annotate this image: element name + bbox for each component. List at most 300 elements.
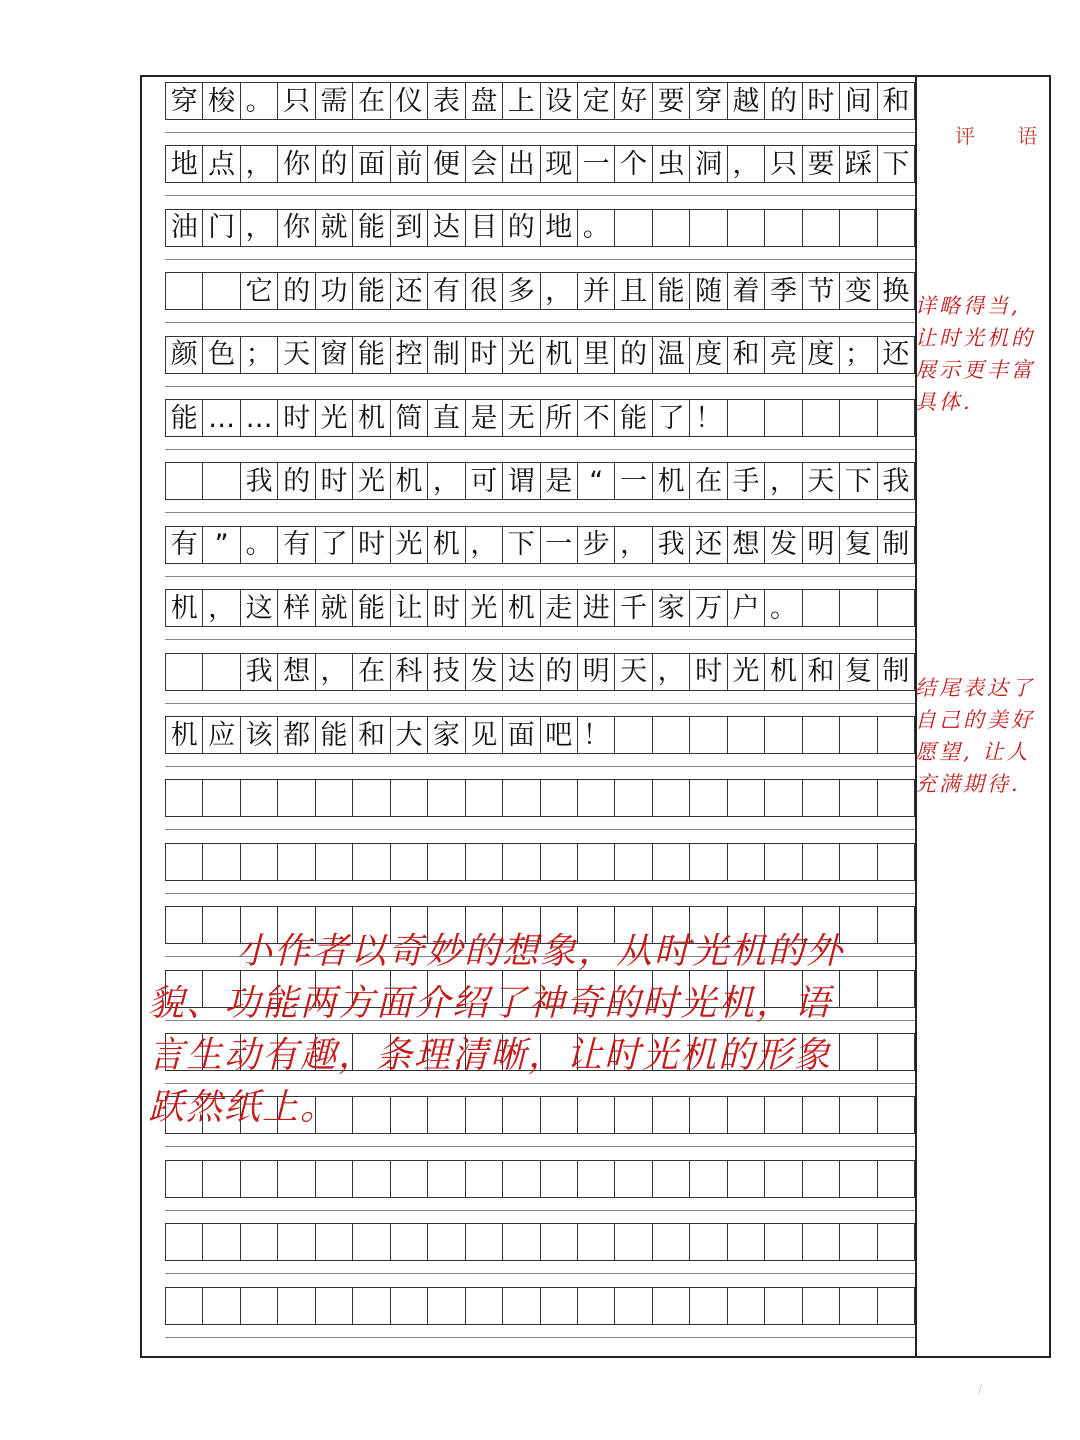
grid-cell — [503, 1288, 540, 1324]
grid-cell — [803, 400, 840, 436]
grid-cell: 天 — [615, 654, 652, 690]
grid-cell — [166, 844, 203, 880]
grid-cell — [391, 844, 428, 880]
grid-row — [165, 399, 915, 437]
grid-cell: 吧 — [541, 717, 578, 753]
grid-cell — [578, 780, 615, 816]
grid-cell — [203, 1224, 240, 1260]
grid-cell — [541, 844, 578, 880]
grid-cell: 。 — [241, 527, 278, 563]
grid-cell: ， — [765, 463, 802, 499]
grid-cell: 变 — [840, 273, 877, 309]
grid-cell: 控 — [391, 337, 428, 373]
grid-cell: 。 — [578, 210, 615, 246]
grid-cell — [278, 844, 315, 880]
grid-cell — [278, 780, 315, 816]
grid-cell — [765, 780, 802, 816]
grid-cell: 点 — [203, 146, 240, 182]
grid-cell: 间 — [840, 83, 877, 119]
grid-cell: 和 — [878, 83, 915, 119]
grid-cell — [241, 1288, 278, 1324]
teacher-final-comment — [148, 926, 918, 1134]
grid-cell: 有 — [278, 527, 315, 563]
grid-cell: 的 — [278, 463, 315, 499]
grid-cell: 节 — [803, 273, 840, 309]
grid-cell: 能 — [353, 337, 390, 373]
grid-cell — [391, 1224, 428, 1260]
grid-cell — [353, 1288, 390, 1324]
grid-cell — [878, 1288, 915, 1324]
grid-cell — [765, 717, 802, 753]
grid-cell: 机 — [391, 463, 428, 499]
grid-cell — [615, 1161, 652, 1197]
grid-cell: 地 — [541, 210, 578, 246]
grid-cell: 度 — [803, 337, 840, 373]
side-comment-line: 具体. — [915, 390, 973, 414]
grid-cell — [615, 717, 652, 753]
grid-cell — [690, 717, 727, 753]
grid-cell: 简 — [391, 400, 428, 436]
grid-cell — [503, 844, 540, 880]
grid-cell: 千 — [615, 590, 652, 626]
grid-cell — [878, 1161, 915, 1197]
grid-cell: ， — [541, 273, 578, 309]
row-gap-line — [165, 1337, 915, 1338]
grid-cell — [166, 463, 203, 499]
grid-cell — [578, 1161, 615, 1197]
grid-cell — [541, 780, 578, 816]
grid-cell — [840, 400, 877, 436]
grid-cell: 盘 — [466, 83, 503, 119]
side-comment-line: 充满期待. — [915, 772, 1021, 796]
grid-cell: … — [203, 400, 240, 436]
grid-cell: 在 — [353, 654, 390, 690]
grid-cell — [878, 717, 915, 753]
grid-cell — [840, 1224, 877, 1260]
grid-cell — [166, 654, 203, 690]
grid-cell: 天 — [803, 463, 840, 499]
grid-cell: 到 — [391, 210, 428, 246]
grid-cell — [653, 780, 690, 816]
grid-row — [165, 589, 915, 627]
grid-cell: 出 — [503, 146, 540, 182]
grid-cell — [541, 1161, 578, 1197]
side-comment-line: 展示更丰富 — [915, 358, 1035, 382]
grid-cell: 所 — [541, 400, 578, 436]
grid-cell — [690, 1161, 727, 1197]
row-gap-line — [165, 259, 915, 260]
row-gap-line — [165, 829, 915, 830]
grid-cell: 温 — [653, 337, 690, 373]
grid-cell: ， — [241, 210, 278, 246]
grid-cell: 能 — [316, 717, 353, 753]
grid-cell: 我 — [241, 654, 278, 690]
grid-cell: 的 — [765, 83, 802, 119]
grid-cell: 我 — [878, 463, 915, 499]
grid-cell: 只 — [278, 83, 315, 119]
grid-cell: 了 — [316, 527, 353, 563]
grid-cell: 大 — [391, 717, 428, 753]
grid-cell — [765, 844, 802, 880]
grid-cell — [428, 780, 465, 816]
grid-cell — [803, 780, 840, 816]
grid-cell: ， — [316, 654, 353, 690]
grid-cell — [803, 717, 840, 753]
side-comment-line: 让时光机的 — [915, 326, 1035, 350]
grid-cell — [503, 1224, 540, 1260]
grid-cell: 手 — [728, 463, 765, 499]
grid-cell — [503, 1161, 540, 1197]
grid-cell — [203, 1288, 240, 1324]
grid-cell — [166, 1161, 203, 1197]
grid-cell — [878, 844, 915, 880]
final-comment-line: 小作者以奇妙的想象，从时光机的外 — [236, 931, 845, 972]
grid-cell: 直 — [428, 400, 465, 436]
grid-cell: 能 — [353, 273, 390, 309]
grid-cell: 面 — [503, 717, 540, 753]
grid-cell — [578, 844, 615, 880]
grid-cell: 穿 — [166, 83, 203, 119]
grid-cell: 前 — [391, 146, 428, 182]
grid-cell: ， — [728, 146, 765, 182]
grid-cell: 它 — [241, 273, 278, 309]
side-comment-1 — [915, 290, 1035, 418]
grid-cell: 的 — [541, 654, 578, 690]
grid-cell: 只 — [765, 146, 802, 182]
grid-cell — [615, 1288, 652, 1324]
grid-cell — [578, 1224, 615, 1260]
final-comment-line: 言生动有趣，条理清晰，让时光机的形象 — [148, 1035, 833, 1076]
grid-cell — [278, 1288, 315, 1324]
grid-cell — [803, 590, 840, 626]
row-gap-line — [165, 766, 915, 767]
grid-cell: 机 — [166, 590, 203, 626]
row-gap-line — [165, 576, 915, 577]
grid-cell — [840, 1288, 877, 1324]
grid-cell — [840, 210, 877, 246]
grid-cell — [878, 590, 915, 626]
grid-cell — [728, 1161, 765, 1197]
grid-cell: 想 — [728, 527, 765, 563]
grid-cell: 地 — [166, 146, 203, 182]
grid-cell: 季 — [765, 273, 802, 309]
row-gap-line — [165, 639, 915, 640]
grid-cell — [765, 1288, 802, 1324]
grid-cell — [690, 1224, 727, 1260]
grid-cell: 个 — [615, 146, 652, 182]
grid-cell: 多 — [503, 273, 540, 309]
grid-cell: 里 — [578, 337, 615, 373]
grid-cell — [690, 780, 727, 816]
grid-cell: 制 — [878, 527, 915, 563]
grid-cell: ， — [653, 654, 690, 690]
grid-cell: 达 — [503, 654, 540, 690]
grid-cell: ； — [840, 337, 877, 373]
row-gap-line — [165, 512, 915, 513]
grid-cell: 该 — [241, 717, 278, 753]
grid-cell — [428, 1161, 465, 1197]
grid-row — [165, 272, 915, 310]
grid-cell — [840, 780, 877, 816]
grid-cell: ， — [241, 146, 278, 182]
grid-cell: 复 — [840, 527, 877, 563]
grid-cell: 的 — [278, 273, 315, 309]
grid-cell — [840, 844, 877, 880]
grid-cell — [728, 1224, 765, 1260]
grid-cell — [316, 1224, 353, 1260]
grid-cell: 上 — [503, 83, 540, 119]
grid-cell — [803, 1224, 840, 1260]
grid-cell: 换 — [878, 273, 915, 309]
grid-cell — [803, 1288, 840, 1324]
grid-cell: 和 — [803, 654, 840, 690]
grid-cell: 应 — [203, 717, 240, 753]
grid-cell: 下 — [878, 146, 915, 182]
grid-cell — [203, 654, 240, 690]
grid-cell: 着 — [728, 273, 765, 309]
grid-cell — [428, 1224, 465, 1260]
comment-column-header: 评 语 — [955, 124, 1056, 148]
grid-cell: 机 — [765, 654, 802, 690]
grid-cell: 这 — [241, 590, 278, 626]
grid-cell — [241, 780, 278, 816]
grid-cell: ， — [615, 527, 652, 563]
side-comment-line: 自己的美好 — [915, 708, 1035, 732]
grid-cell — [653, 1161, 690, 1197]
grid-cell — [653, 1288, 690, 1324]
grid-cell: 光 — [503, 337, 540, 373]
grid-cell: 光 — [466, 590, 503, 626]
grid-cell: 定 — [578, 83, 615, 119]
grid-cell: 家 — [653, 590, 690, 626]
grid-cell: 能 — [353, 590, 390, 626]
grid-cell — [316, 844, 353, 880]
grid-cell: 机 — [353, 400, 390, 436]
grid-cell — [840, 717, 877, 753]
grid-cell — [353, 1161, 390, 1197]
grid-cell — [203, 463, 240, 499]
grid-cell — [166, 1288, 203, 1324]
grid-cell: 且 — [615, 273, 652, 309]
grid-cell: 时 — [690, 654, 727, 690]
grid-cell: 有 — [166, 527, 203, 563]
scan-mark: / — [978, 1382, 983, 1396]
grid-cell: 是 — [541, 463, 578, 499]
grid-cell: 能 — [653, 273, 690, 309]
grid-cell: 复 — [840, 654, 877, 690]
grid-cell — [203, 1161, 240, 1197]
grid-cell — [840, 1161, 877, 1197]
grid-cell — [653, 1224, 690, 1260]
grid-cell — [541, 1224, 578, 1260]
grid-cell: 光 — [728, 654, 765, 690]
grid-cell: 我 — [241, 463, 278, 499]
row-gap-line — [165, 1210, 915, 1211]
grid-row — [165, 1223, 915, 1261]
grid-cell: 一 — [541, 527, 578, 563]
grid-cell — [765, 210, 802, 246]
grid-cell: 穿 — [690, 83, 727, 119]
grid-cell: 随 — [690, 273, 727, 309]
grid-cell: 见 — [466, 717, 503, 753]
grid-row — [165, 1160, 915, 1198]
grid-cell: 度 — [690, 337, 727, 373]
grid-cell — [765, 1224, 802, 1260]
grid-cell: 下 — [503, 527, 540, 563]
grid-cell — [166, 1224, 203, 1260]
grid-cell: 一 — [615, 463, 652, 499]
grid-cell: 发 — [765, 527, 802, 563]
grid-cell: 梭 — [203, 83, 240, 119]
grid-cell — [466, 1161, 503, 1197]
grid-cell — [466, 780, 503, 816]
grid-cell: 就 — [316, 210, 353, 246]
row-gap-line — [165, 386, 915, 387]
grid-cell: 好 — [615, 83, 652, 119]
grid-cell — [578, 1288, 615, 1324]
row-gap-line — [165, 322, 915, 323]
grid-cell: 光 — [391, 527, 428, 563]
row-gap-line — [165, 893, 915, 894]
grid-cell: 可 — [466, 463, 503, 499]
grid-cell: 踩 — [840, 146, 877, 182]
grid-cell — [428, 1288, 465, 1324]
grid-cell: 技 — [428, 654, 465, 690]
grid-cell: 会 — [466, 146, 503, 182]
grid-row — [165, 526, 915, 564]
grid-cell — [615, 780, 652, 816]
grid-cell: 并 — [578, 273, 615, 309]
grid-cell: ， — [466, 527, 503, 563]
grid-cell: 时 — [278, 400, 315, 436]
grid-cell — [615, 1224, 652, 1260]
grid-cell: 亮 — [765, 337, 802, 373]
grid-cell: 你 — [278, 210, 315, 246]
final-comment-line: 跃然纸上。 — [148, 1087, 339, 1128]
grid-cell: 仪 — [391, 83, 428, 119]
grid-cell — [803, 210, 840, 246]
grid-row — [165, 145, 915, 183]
grid-cell: 在 — [690, 463, 727, 499]
grid-row — [165, 843, 915, 881]
grid-cell: 是 — [466, 400, 503, 436]
side-comment-line: 结尾表达了 — [915, 676, 1035, 700]
grid-cell — [728, 717, 765, 753]
grid-cell: 都 — [278, 717, 315, 753]
grid-cell — [541, 1288, 578, 1324]
grid-cell — [203, 273, 240, 309]
grid-cell — [391, 1288, 428, 1324]
grid-cell — [278, 1161, 315, 1197]
grid-row — [165, 779, 915, 817]
row-gap-line — [165, 132, 915, 133]
row-gap-line — [165, 195, 915, 196]
grid-cell — [690, 1288, 727, 1324]
grid-cell — [728, 780, 765, 816]
grid-cell — [728, 210, 765, 246]
grid-cell — [728, 400, 765, 436]
grid-cell: 家 — [428, 717, 465, 753]
grid-row — [165, 462, 915, 500]
grid-cell: 便 — [428, 146, 465, 182]
grid-cell — [428, 844, 465, 880]
grid-cell: 表 — [428, 83, 465, 119]
grid-cell: 能 — [166, 400, 203, 436]
grid-cell: 时 — [428, 590, 465, 626]
grid-cell: ！ — [690, 400, 727, 436]
grid-cell: 色 — [203, 337, 240, 373]
grid-cell — [203, 780, 240, 816]
grid-cell — [878, 780, 915, 816]
grid-cell: 目 — [466, 210, 503, 246]
grid-cell: 机 — [541, 337, 578, 373]
grid-cell: 时 — [316, 463, 353, 499]
grid-cell: 和 — [353, 717, 390, 753]
grid-cell: 现 — [541, 146, 578, 182]
grid-cell: 你 — [278, 146, 315, 182]
grid-cell: ！ — [578, 717, 615, 753]
grid-cell — [353, 1224, 390, 1260]
grid-cell — [241, 1161, 278, 1197]
grid-cell: 和 — [728, 337, 765, 373]
grid-cell: 油 — [166, 210, 203, 246]
grid-cell — [466, 1288, 503, 1324]
grid-cell — [316, 1288, 353, 1324]
grid-cell: 颜 — [166, 337, 203, 373]
grid-cell: 就 — [316, 590, 353, 626]
grid-cell: 的 — [503, 210, 540, 246]
grid-cell: 让 — [391, 590, 428, 626]
row-gap-line — [165, 449, 915, 450]
grid-cell: 洞 — [690, 146, 727, 182]
grid-cell — [803, 1161, 840, 1197]
grid-cell: 明 — [803, 527, 840, 563]
grid-cell: 要 — [653, 83, 690, 119]
grid-cell: 走 — [541, 590, 578, 626]
grid-cell: 光 — [353, 463, 390, 499]
grid-row — [165, 209, 915, 247]
grid-cell: 想 — [278, 654, 315, 690]
grid-cell — [878, 1224, 915, 1260]
grid-cell: 机 — [166, 717, 203, 753]
grid-cell: 发 — [466, 654, 503, 690]
grid-cell: 无 — [503, 400, 540, 436]
grid-cell: 窗 — [316, 337, 353, 373]
grid-cell: 时 — [353, 527, 390, 563]
grid-cell — [391, 1161, 428, 1197]
grid-cell: ， — [203, 590, 240, 626]
grid-cell — [615, 844, 652, 880]
grid-cell — [316, 1161, 353, 1197]
grid-cell: 户 — [728, 590, 765, 626]
grid-cell: 能 — [353, 210, 390, 246]
grid-row — [165, 653, 915, 691]
grid-cell — [466, 844, 503, 880]
grid-cell — [166, 273, 203, 309]
grid-cell: 达 — [428, 210, 465, 246]
grid-cell: 进 — [578, 590, 615, 626]
grid-cell: 明 — [578, 654, 615, 690]
grid-row — [165, 716, 915, 754]
grid-cell: 设 — [541, 83, 578, 119]
row-gap-line — [165, 703, 915, 704]
side-comment-2 — [915, 672, 1035, 800]
grid-cell — [653, 844, 690, 880]
grid-cell — [353, 780, 390, 816]
grid-cell: 天 — [278, 337, 315, 373]
grid-cell: 虫 — [653, 146, 690, 182]
grid-cell — [653, 717, 690, 753]
